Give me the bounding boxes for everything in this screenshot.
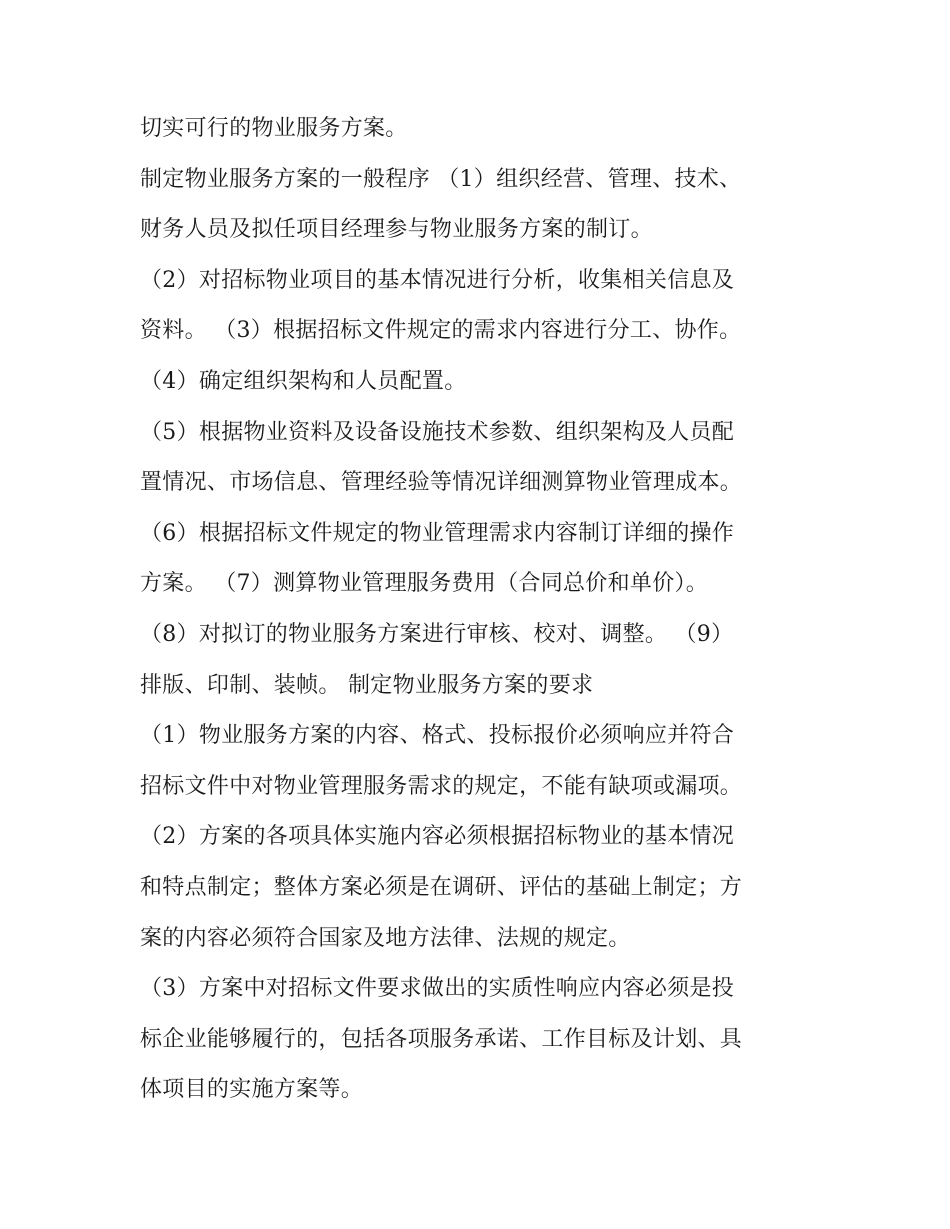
text-line-11: （8）对拟订的物业服务方案进行审核、校对、调整。 （9） — [140, 621, 734, 647]
text-line-14: 招标文件中对物业管理服务需求的规定，不能有缺项或漏项。 — [140, 773, 743, 799]
text-line-1: 切实可行的物业服务方案。 — [140, 116, 408, 141]
text-line-17: 案的内容必须符合国家及地方法律、法规的规定。 — [140, 925, 631, 951]
text-line-2: 制定物业服务方案的一般程序 （1）组织经营、管理、技术、 — [140, 166, 742, 192]
text-line-5: 资料。 （3）根据招标文件规定的需求内容进行分工、协作。 — [140, 318, 742, 344]
text-line-18: （3）方案中对招标文件要求做出的实质性响应内容必须是投 — [140, 976, 735, 1002]
text-line-6: （4）确定组织架构和人员配置。 — [140, 368, 467, 394]
text-line-8: 置情况、市场信息、管理经验等情况详细测算物业管理成本。 — [140, 470, 743, 496]
text-line-13: （1）物业服务方案的内容、格式、投标报价必须响应并符合 — [140, 723, 735, 749]
text-line-20: 体项目的实施方案等。 — [140, 1077, 364, 1103]
text-line-15: （2）方案的各项具体实施内容必须根据招标物业的基本情况 — [140, 824, 735, 850]
text-line-7: （5）根据物业资料及设备设施技术参数、组织架构及人员配 — [140, 419, 735, 445]
text-line-9: （6）根据招标文件规定的物业管理需求内容制订详细的操作 — [140, 520, 735, 546]
text-line-3: 财务人员及拟任项目经理参与物业服务方案的制订。 — [140, 217, 653, 243]
text-line-4: （2）对招标物业项目的基本情况进行分析，收集相关信息及 — [140, 267, 735, 293]
text-line-10: 方案。 （7）测算物业管理服务费用（合同总价和单价）。 — [140, 571, 709, 597]
text-line-16: 和特点制定；整体方案必须是在调研、评估的基础上制定；方 — [140, 874, 743, 900]
body-text — [140, 104, 830, 1116]
text-line-19: 标企业能够履行的，包括各项服务承诺、工作目标及计划、具 — [140, 1026, 743, 1052]
text-line-12: 排版、印制、装帧。 制定物业服务方案的要求 — [140, 672, 594, 698]
